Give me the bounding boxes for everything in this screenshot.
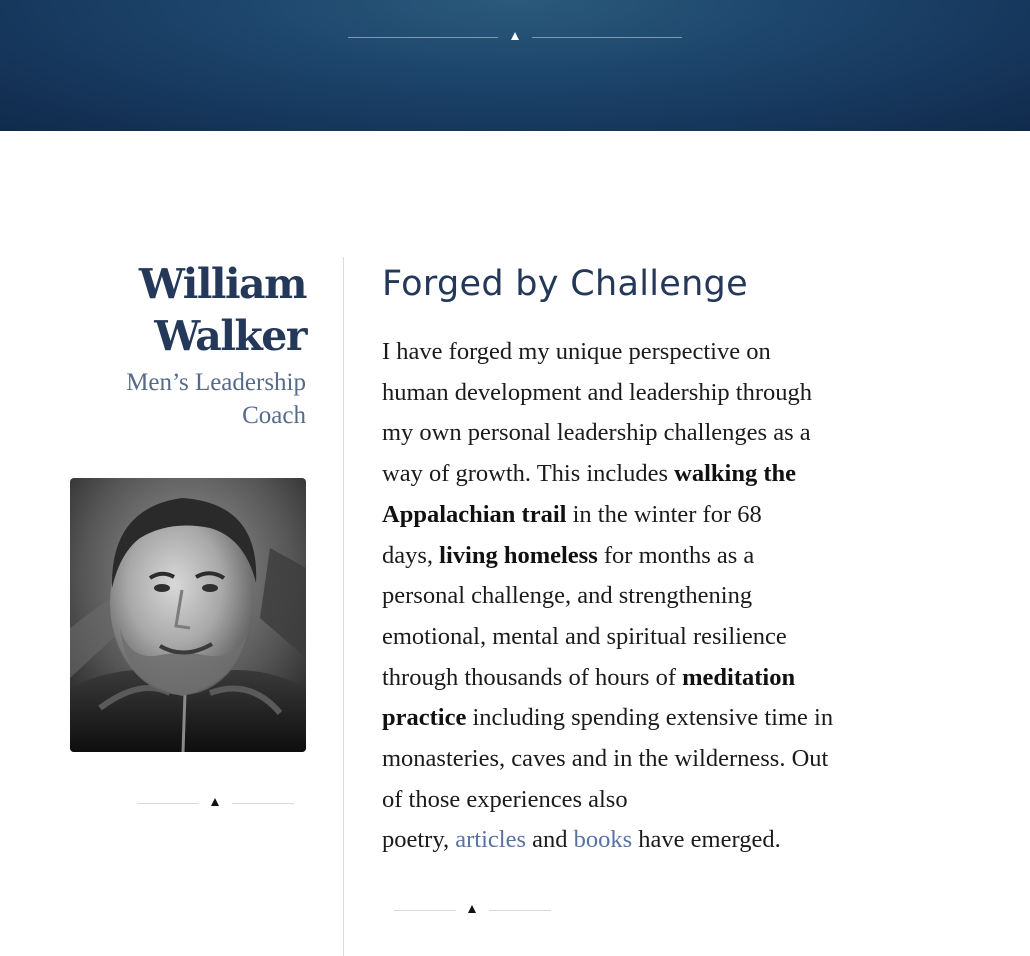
bio-line [382, 780, 902, 821]
bio-text: have emerged. [632, 826, 781, 854]
role-line-1: Men’s Leadership [126, 369, 306, 396]
bio-text: poetry, [382, 826, 456, 854]
bio-line [382, 658, 902, 699]
bio-emphasis: walking the [674, 460, 796, 488]
content-divider [394, 904, 551, 916]
bio-text: in the winter for 68 [566, 500, 762, 528]
bio-line [382, 698, 902, 739]
bio-emphasis: Appalachian trail [382, 500, 567, 528]
bio-text: including spending extensive time in [466, 704, 834, 732]
triangle-up-icon [211, 798, 219, 806]
bio-emphasis: meditation [682, 663, 796, 691]
bio-line [382, 454, 902, 495]
section-title: Forged by Challenge [382, 264, 748, 304]
divider-line-right [489, 910, 551, 911]
bio-emphasis: practice [382, 704, 467, 732]
profile-name [60, 258, 306, 362]
bio-text: for months as a [597, 541, 755, 569]
bio-text: I have forged my unique perspective on [382, 338, 771, 365]
profile-role [60, 366, 306, 432]
bio-text: my own personal leadership challenges as a [382, 419, 811, 447]
articles-link[interactable]: articles [455, 826, 526, 854]
column-separator [343, 257, 344, 956]
bio-line [382, 536, 902, 577]
profile-divider [137, 797, 294, 809]
bio-text: personal challenge, and strengthening [382, 582, 753, 610]
bio-line [382, 820, 902, 861]
bio-text: days, [382, 541, 440, 569]
portrait-photo [70, 478, 306, 752]
bio-text: human development and leadership through [382, 378, 812, 406]
banner-divider [348, 31, 682, 43]
divider-line-right [532, 37, 682, 38]
divider-line-right [232, 803, 294, 804]
portrait-image [70, 478, 306, 752]
name-last: Walker [154, 312, 306, 360]
bio-line [382, 495, 902, 536]
bio-line [382, 373, 902, 414]
bio-text: of those experiences also [382, 785, 628, 813]
triangle-up-icon [511, 32, 519, 40]
bio-line [382, 413, 902, 454]
divider-line-left [394, 910, 456, 911]
triangle-up-icon [468, 905, 476, 913]
bio-text: and [526, 826, 574, 854]
books-link[interactable]: books [573, 826, 633, 854]
bio-text: monasteries, caves and in the wilderness. Out [382, 745, 829, 773]
divider-line-left [348, 37, 498, 38]
header-banner [0, 0, 1030, 131]
bio-text: emotional, mental and spiritual resilience [382, 622, 787, 650]
bio-line [382, 617, 902, 658]
bio-line [382, 739, 902, 780]
bio-text: through thousands of hours of [382, 663, 683, 691]
bio-paragraph [382, 332, 902, 861]
bio-line [382, 332, 902, 373]
bio-text: way of growth. This includes [382, 460, 675, 488]
bio-emphasis: living homeless [439, 541, 598, 569]
name-first: William [138, 260, 306, 308]
bio-line [382, 576, 902, 617]
role-line-2: Coach [242, 402, 306, 429]
divider-line-left [137, 803, 199, 804]
